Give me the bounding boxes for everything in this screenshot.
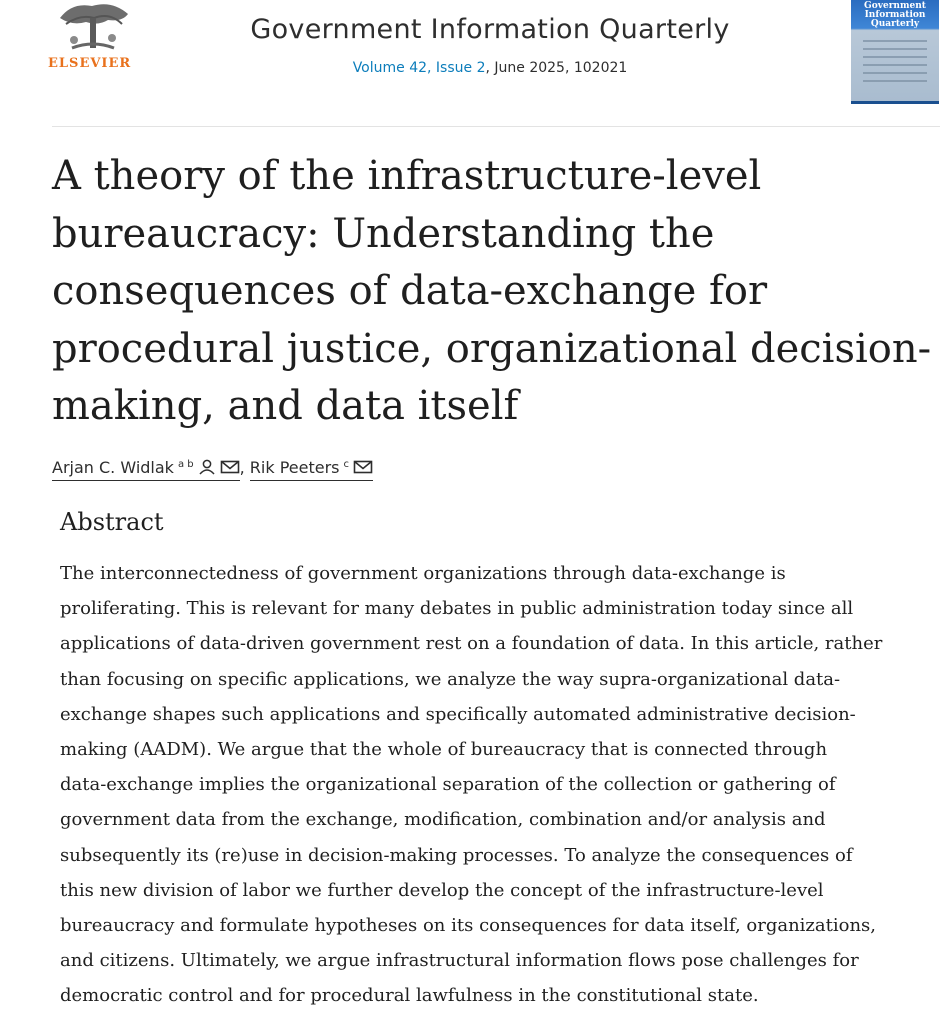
author-name: Rik Peeters [249,458,340,477]
abstract-line: bureaucracy and formulate hypotheses on its consequences for data itself, organizations, [60,915,877,937]
title-line: procedural justice, organizational decision- [52,325,932,372]
abstract-line: proliferating. This is relevant for many debates in public administration today since all [60,598,854,620]
abstract-line: than focusing on specific applications, we analyze the way supra-organizational data- [60,668,841,690]
abstract-line: subsequently its (re)use in decision-making processes. To analyze the consequences of [60,844,853,866]
title-line: A theory of the infrastructure-level [52,153,762,199]
elsevier-tree-icon [52,0,134,54]
title-line: consequences of data-exchange for [52,268,768,314]
abstract-line: data-exchange implies the organizational separation of the collection or gathering of [60,774,836,796]
email-icon [353,459,373,475]
abstract-line: The interconnectedness of government organizations through data-exchange is [60,563,786,584]
volume-issue-link[interactable]: Volume 42, Issue 2 [352,60,486,76]
cover-decoration [863,40,927,88]
journal-cover-thumbnail[interactable] [851,0,939,104]
abstract-line: and citizens. Ultimately, we argue infrastructural information flows pose challenges for [60,950,859,972]
abstract-line: government data from the exchange, modification, combination and/or analysis and [60,809,826,831]
author-link-widlak[interactable] [52,458,240,481]
author-affiliation: c [343,459,349,470]
author-affiliation: a b [177,459,194,470]
abstract-line: applications of data-driven government rest on a foundation of data. In this article, rather [60,633,883,655]
article-title [52,148,932,436]
person-icon [198,459,216,475]
issue-date-article-number: , June 2025, 102021 [485,60,628,76]
abstract-heading: Abstract [60,508,164,536]
abstract-line: exchange shapes such applications and specifically automated administrative decision- [60,703,856,725]
author-name: Arjan C. Widlak [52,458,174,477]
header-divider [52,126,940,127]
cover-title: Government Information Quarterly [864,1,926,29]
email-icon [220,459,240,475]
abstract-line: democratic control and for procedural lawfulness in the constitutional state. [60,985,759,1007]
abstract-line: making (AADM). We argue that the whole of bureaucracy that is connected through [60,739,828,761]
elsevier-wordmark: ELSEVIER [48,56,132,71]
elsevier-logo[interactable] [44,0,140,76]
title-line: bureaucracy: Understanding the [52,210,715,257]
author-list [52,458,373,481]
author-separator: , [239,458,245,477]
journal-title[interactable]: Government Information Quarterly [250,14,730,45]
author-link-peeters[interactable] [250,458,373,481]
abstract-line: this new division of labor we further develop the concept of the infrastructure-level [60,879,824,901]
title-line: making, and data itself [52,383,519,429]
journal-issue-info [160,60,820,76]
abstract-text [60,556,940,1014]
